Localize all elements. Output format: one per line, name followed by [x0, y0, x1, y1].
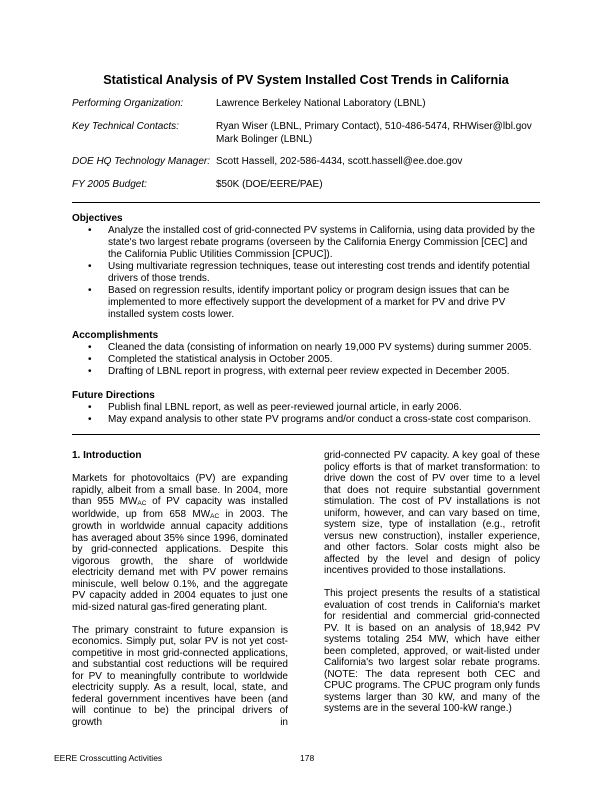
paragraph: The primary constraint to future expansion is economics. Simply put, solar PV is not yet cost-competitive in most grid-connected applications, and substantial cost reductions will be required for PV to meaningfully contribute to worldwide electricity supply. As a result, local, state, and federal government incentives have been (and will continue to be) the principal drivers of growth in	[72, 624, 288, 728]
page-number: 178	[300, 753, 315, 763]
list-item: • Analyze the installed cost of grid-connected PV systems in California, using data provided by the state's two largest rebate programs (overseen by the California Energy Commission [CEC] and the California Public Utilities Commission [CPUC]).	[88, 225, 535, 260]
paragraph: Markets for photovoltaics (PV) are expanding rapidly, albeit from a small base. In 2004, more than 955 $MW_{AC}$ of PV capacity was installed worldwide, up from 658 $MW_{AC}$ in 2003. The growth in worldwide annual capacity additions has averaged about 35% since 1996, dominated by grid-connected applications. Despite this vigorous growth, the share of worldwide electricity demand met with PV power remains miniscule, well below 0.1%, and the aggregate PV capacity added in 2004 equates to just one mid-sized natural gas-fired generating plant.	[72, 473, 288, 613]
bullet-icon: •	[88, 366, 92, 377]
meta-value: Scott Hassell, 202-586-4434, scott.hassell@ee.doe.gov	[216, 156, 463, 167]
right-column	[324, 450, 540, 726]
bullet-icon: •	[88, 225, 92, 236]
meta-label: FY 2005 Budget:	[72, 179, 147, 190]
introduction-heading: 1. Introduction	[72, 450, 142, 461]
meta-value: Mark Bolinger (LBNL)	[216, 134, 313, 145]
list-item: • Completed the statistical analysis in October 2005.	[88, 354, 333, 365]
list-item: • Cleaned the data (consisting of information on nearly 19,000 PV systems) during summer 2005.	[88, 342, 532, 353]
list-item: • Using multivariate regression techniques, tease out interesting cost trends and identify potential drivers of those trends.	[88, 261, 530, 284]
accomplishments-heading: Accomplishments	[72, 330, 159, 341]
left-column	[72, 450, 288, 740]
paragraph: This project presents the results of a statistical evaluation of cost trends in California's market for residential and commercial grid-connected PV. It is based on an analysis of 18,942 PV systems totaling 254 MW, which have either been completed, approved, or wait-listed under California's two largest solar rebate programs. (NOTE: The data represent both CEC and CPUC programs. The CPUC program only funds systems larger than 30 kW, and many of the systems are in the several 100-kW range.)	[324, 588, 540, 714]
bullet-icon: •	[88, 354, 92, 365]
list-item: • May expand analysis to other state PV programs and/or conduct a cross-state cost comparison.	[88, 414, 531, 425]
future-directions-heading: Future Directions	[72, 390, 155, 401]
meta-value: $50K (DOE/EERE/PAE)	[216, 179, 323, 190]
list-item: • Drafting of LBNL report in progress, with external peer review expected in December 2005.	[88, 366, 510, 377]
bullet-icon: •	[88, 285, 92, 296]
bullet-icon: •	[88, 402, 92, 413]
future-directions-list	[72, 402, 540, 426]
divider	[72, 434, 540, 435]
meta-value: Ryan Wiser (LBNL, Primary Contact), 510-486-5474, RHWiser@lbl.gov	[216, 121, 532, 132]
meta-label: Key Technical Contacts:	[72, 121, 179, 132]
objectives-list	[72, 225, 540, 321]
meta-label: DOE HQ Technology Manager:	[72, 156, 211, 167]
list-item: • Publish final LBNL report, as well as peer-reviewed journal article, in early 2006.	[88, 402, 462, 413]
bullet-icon: •	[88, 261, 92, 272]
footer-left: EERE Crosscutting Activities	[54, 753, 163, 763]
paragraph-continued: grid-connected PV capacity. A key goal of these policy efforts is that of market transformation: to drive down the cost of PV over time to a level that does not require substantial government stimulation. The cost of PV installations is not uniform, however, and can vary based on time, system size, type of installation (e.g., retrofit versus new construction), installer experience, and other factors. Solar costs might also be affected by the level and design of policy incentives provided to those installations.	[324, 450, 540, 576]
accomplishments-list	[72, 342, 540, 378]
bullet-icon: •	[88, 342, 92, 353]
objectives-heading: Objectives	[72, 213, 123, 224]
document-title: Statistical Analysis of PV System Installed Cost Trends in California	[103, 73, 509, 87]
meta-label: Performing Organization:	[72, 98, 184, 109]
meta-value: Lawrence Berkeley National Laboratory (LBNL)	[216, 98, 426, 109]
list-item: • Based on regression results, identify important policy or program design issues that can be implemented to more effectively support the development of a market for PV and drive PV installed system costs lower.	[88, 285, 510, 320]
bullet-icon: •	[88, 414, 92, 425]
divider	[72, 202, 540, 203]
